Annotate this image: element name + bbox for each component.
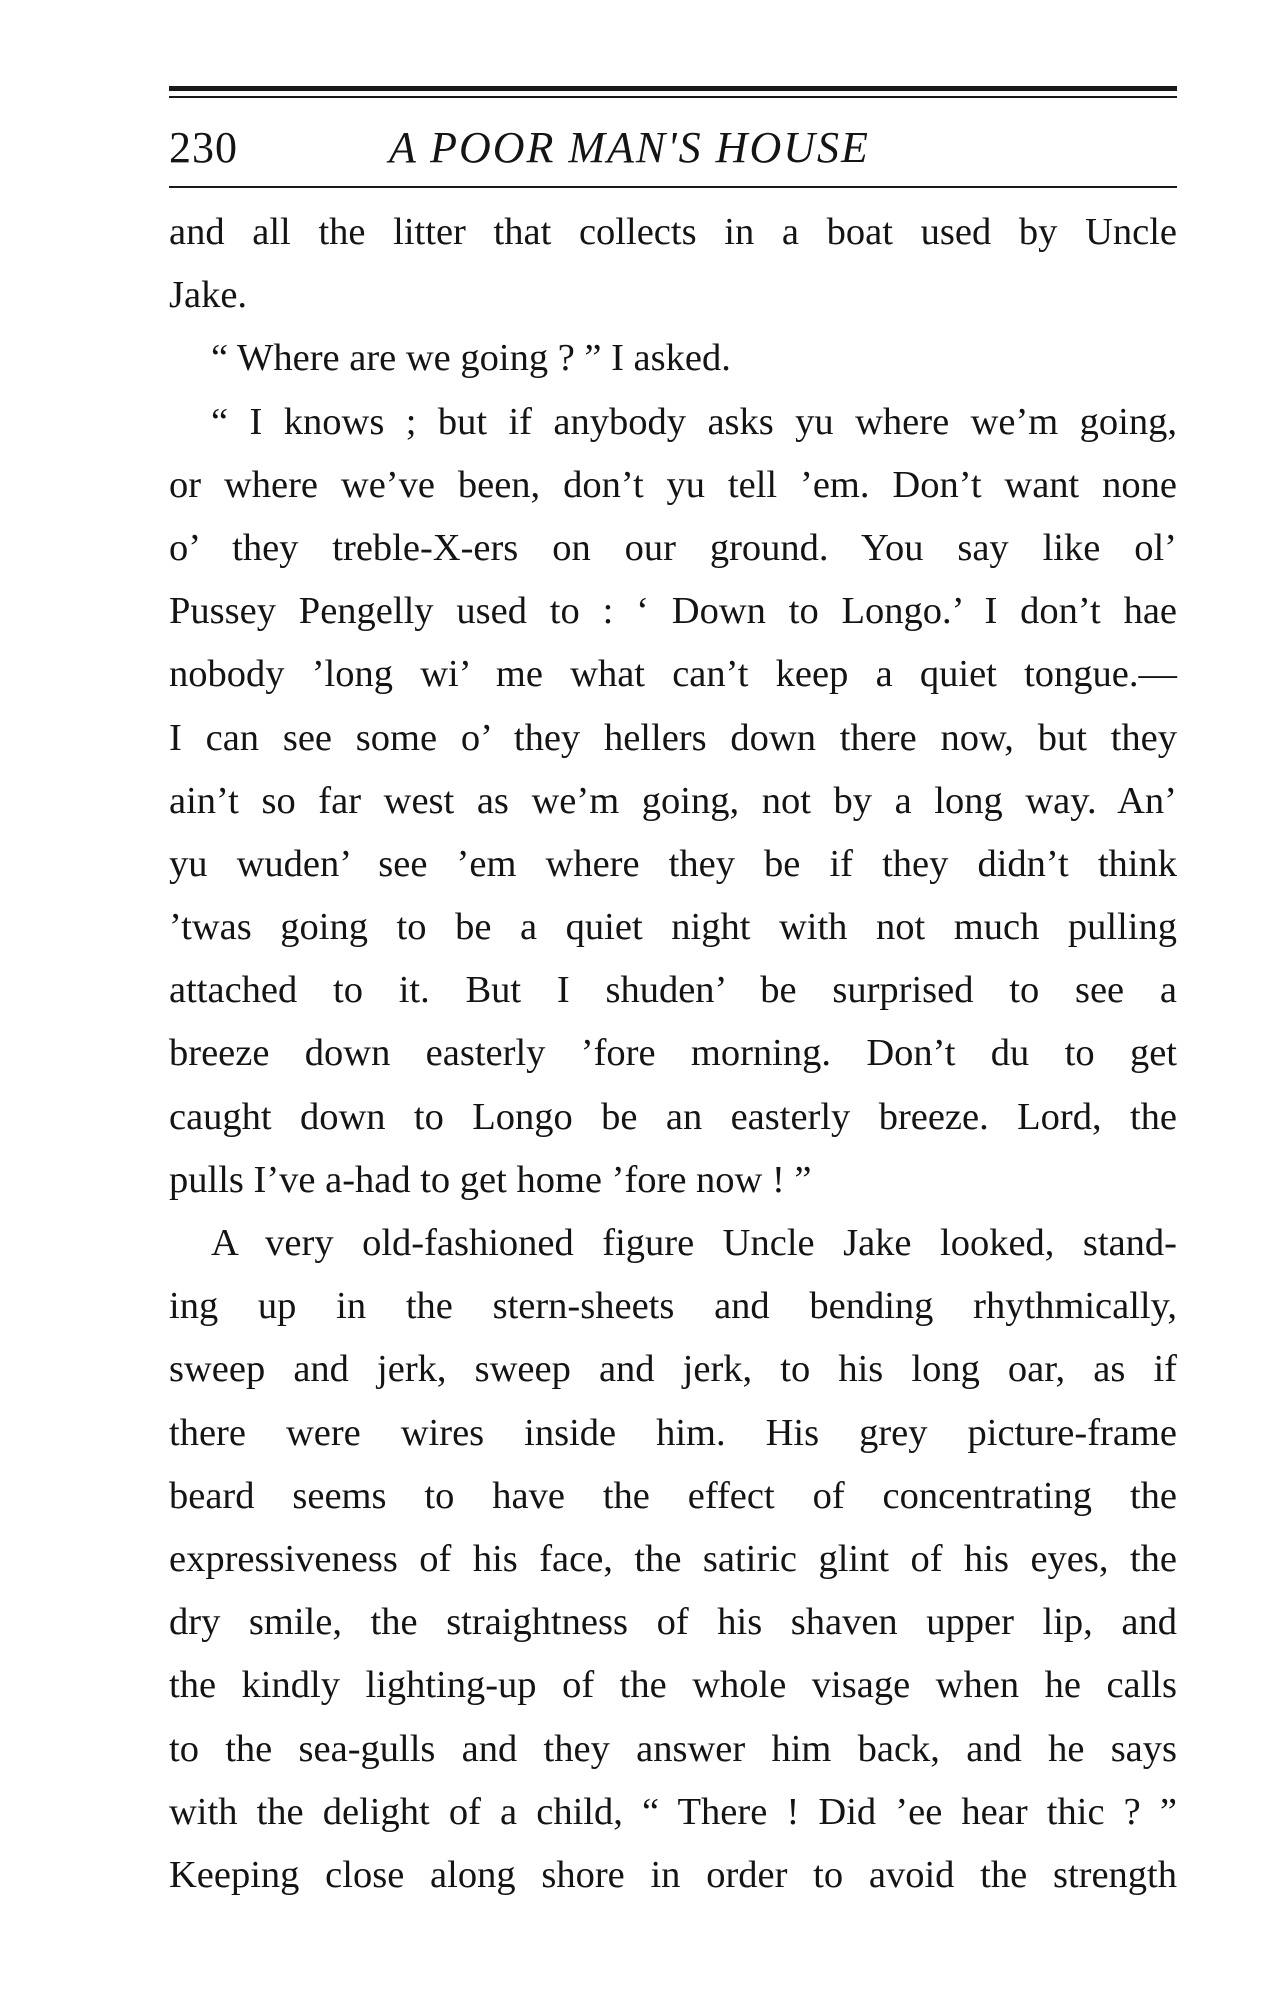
text-line: to the sea-gulls and they answer him back, and he says	[169, 1727, 1177, 1770]
top-rule-thin	[169, 96, 1177, 98]
text-line: breeze down easterly ’fore morning. Don’t du to get	[169, 1032, 1177, 1075]
text-line: ’twas going to be a quiet night with not much pulling	[169, 906, 1177, 949]
text-line: nobody ’long wi’ me what can’t keep a quiet tongue.—	[169, 653, 1177, 696]
text-line: the kindly lighting-up of the whole visage when he calls	[169, 1664, 1177, 1707]
text-line: yu wuden’ see ’em where they be if they didn’t think	[169, 842, 1177, 885]
text-line: o’ they treble-X-ers on our ground. You say like ol’	[169, 526, 1177, 569]
header-rule	[169, 186, 1177, 188]
text-line: expressiveness of his face, the satiric glint of his eyes, the	[169, 1537, 1177, 1580]
text-line: caught down to Longo be an easterly breeze. Lord, the	[169, 1095, 1177, 1138]
text-line: ing up in the stern-sheets and bending rhythmically,	[169, 1285, 1177, 1328]
text-line: sweep and jerk, sweep and jerk, to his long oar, as if	[169, 1348, 1177, 1391]
text-line: Pussey Pengelly used to : ‘ Down to Longo.’ I don’t hae	[169, 590, 1177, 633]
page-number: 230	[169, 123, 238, 172]
text-line: and all the litter that collects in a boat used by Uncle	[169, 211, 1177, 253]
book-page	[169, 82, 1177, 1982]
running-title: A POOR MAN'S HOUSE	[389, 123, 870, 172]
text-line: with the delight of a child, “ There ! Did ’ee hear thic ? ”	[169, 1790, 1177, 1833]
text-line: beard seems to have the effect of concentrating the	[169, 1474, 1177, 1517]
text-line: dry smile, the straightness of his shaven upper lip, and	[169, 1601, 1177, 1644]
body-text	[169, 201, 1177, 1907]
text-line: I can see some o’ they hellers down there now, but they	[169, 716, 1177, 759]
running-header	[169, 120, 1177, 176]
text-line: pulls I’ve a-had to get home ’fore now ! ”	[169, 1158, 812, 1201]
top-rule-thick	[169, 86, 1177, 91]
text-line: Jake.	[169, 274, 248, 317]
text-line: there were wires inside him. His grey picture-frame	[169, 1411, 1177, 1454]
text-line: ain’t so far west as we’m going, not by a long way. An’	[169, 779, 1177, 822]
text-line: “ I knows ; but if anybody asks yu where we’m going,	[211, 400, 1177, 443]
text-line: attached to it. But I shuden’ be surprised to see a	[169, 969, 1177, 1012]
text-line: A very old-fashioned figure Uncle Jake looked, stand-	[211, 1222, 1177, 1264]
text-line: Keeping close along shore in order to avoid the strength	[169, 1853, 1177, 1896]
text-line: “ Where are we going ? ” I asked.	[211, 337, 731, 380]
text-line: or where we’ve been, don’t yu tell ’em. Don’t want none	[169, 463, 1177, 506]
